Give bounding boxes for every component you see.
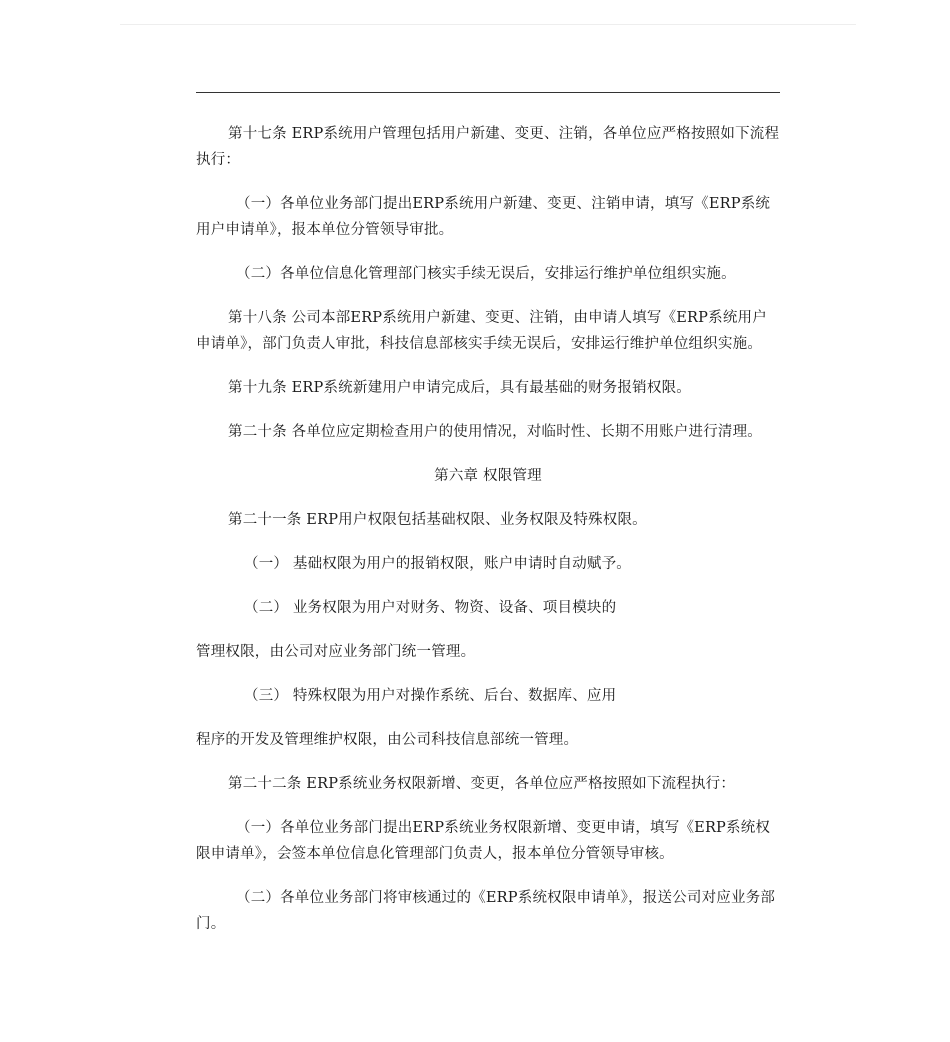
article-22-item-2: （二）各单位业务部门将审核通过的《ERP系统权限申请单》，报送公司对应业务部门。 <box>196 890 776 932</box>
header-divider-faint <box>120 24 856 25</box>
article-18: 第十八条 公司本部ERP系统用户新建、变更、注销，由申请人填写《ERP系统用户申请单》，部门负责人审批，科技信息部核实手续无误后，安排运行维护单位组织实施。 <box>196 310 767 352</box>
article-21-item-2-continued: 管理权限，由公司对应业务部门统一管理。 <box>196 644 476 660</box>
document-page <box>196 92 780 937</box>
article-20: 第二十条 各单位应定期检查用户的使用情况，对临时性、长期不用账户进行清理。 <box>228 424 763 440</box>
article-21-item-3: （三） 特殊权限为用户对操作系统、后台、数据库、应用 <box>244 688 617 704</box>
article-21-item-2: （二） 业务权限为用户对财务、物资、设备、项目模块的 <box>244 600 617 616</box>
article-17-item-1: （一）各单位业务部门提出ERP系统用户新建、变更、注销申请，填写《ERP系统用户申请单》，报本单位分管领导审批。 <box>196 196 771 238</box>
article-21: 第二十一条 ERP用户权限包括基础权限、业务权限及特殊权限。 <box>228 512 647 528</box>
article-22: 第二十二条 ERP系统业务权限新增、变更，各单位应严格按照如下流程执行： <box>228 776 736 792</box>
article-19: 第十九条 ERP系统新建用户申请完成后，具有最基础的财务报销权限。 <box>228 380 691 396</box>
article-17-item-2: （二）各单位信息化管理部门核实手续无误后，安排运行维护单位组织实施。 <box>236 266 736 282</box>
article-17: 第十七条 ERP系统用户管理包括用户新建、变更、注销，各单位应严格按照如下流程执行： <box>196 126 780 168</box>
chapter-heading: 第六章 权限管理 <box>434 468 542 484</box>
article-21-item-1: （一） 基础权限为用户的报销权限，账户申请时自动赋予。 <box>244 556 632 572</box>
article-22-item-1: （一）各单位业务部门提出ERP系统业务权限新增、变更申请，填写《ERP系统权限申请单》，会签本单位信息化管理部门负责人，报本单位分管领导审核。 <box>196 820 771 862</box>
article-21-item-3-continued: 程序的开发及管理维护权限，由公司科技信息部统一管理。 <box>196 732 579 748</box>
top-rule <box>196 92 780 93</box>
